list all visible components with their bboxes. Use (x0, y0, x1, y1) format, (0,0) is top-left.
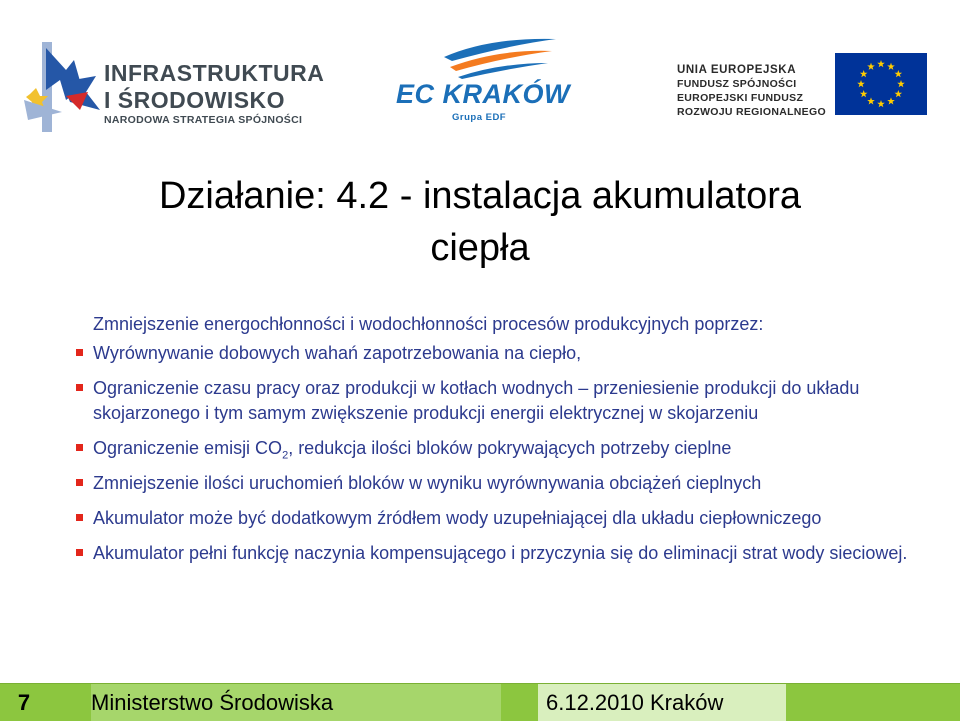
infrastruktura-line2: I ŚRODOWISKO (104, 87, 286, 113)
slide-number: 7 (17, 689, 31, 715)
eu-line-1: UNIA EUROPEJSKA (677, 64, 797, 76)
eu-funds-text (677, 63, 832, 119)
slide-title-line1: Działanie: 4.2 - instalacja akumulatora (158, 175, 802, 217)
footer-ministry: Ministerstwo Środowiska (91, 684, 501, 721)
ec-krakow-logo (390, 35, 570, 127)
slide-footer (0, 683, 960, 721)
infrastruktura-logo (22, 40, 325, 135)
bullet-text-post: , redukcja ilości bloków pokrywających potrzeby cieplne (288, 438, 732, 458)
ec-krakow-swoosh-icon (440, 35, 560, 79)
infrastruktura-line3: NARODOWA STRATEGIA SPÓJNOŚCI (104, 114, 303, 126)
slide-content (75, 312, 915, 576)
ec-krakow-name: EC KRAKÓW (396, 79, 570, 109)
bullet-square-icon (76, 479, 83, 486)
bullet-square-icon (76, 384, 83, 391)
bullet-square-icon (76, 549, 83, 556)
ec-krakow-subtitle: Grupa EDF (452, 112, 507, 123)
bullet-subscript: 2 (282, 449, 289, 462)
bullet-list (75, 341, 915, 566)
eu-line-3: EUROPEJSKI FUNDUSZ (677, 92, 804, 104)
footer-date: 6.12.2010 Kraków (538, 684, 786, 721)
bullet-item (75, 376, 915, 426)
bullet-text: Wyrównywanie dobowych wahań zapotrzebowania na ciepło, (93, 343, 582, 363)
bullet-item (75, 541, 915, 566)
bullet-item (75, 471, 915, 496)
bullet-text: Akumulator pełni funkcję naczynia kompensującego i przyczynia się do eliminacji strat wody sieciowej. (93, 543, 908, 563)
bullet-text: Akumulator może być dodatkowym źródłem wody uzupełniającej dla układu ciepłowniczego (93, 508, 822, 528)
bullet-text: Zmniejszenie ilości uruchomień bloków w wyniku wyrównywania obciążeń cieplnych (93, 473, 762, 493)
slide-title (60, 170, 900, 274)
eu-line-2: FUNDUSZ SPÓJNOŚCI (677, 78, 797, 90)
bullet-item (75, 341, 915, 366)
eu-line-4: ROZWOJU REGIONALNEGO (677, 106, 826, 118)
eu-flag-icon (835, 53, 927, 115)
intro-text: Zmniejszenie energochłonności i wodochłonności procesów produkcyjnych poprzez: (93, 314, 764, 334)
bullet-text: Ograniczenie czasu pracy oraz produkcji w kotłach wodnych – przeniesienie produkcji do układu skojarzonego i tym samym zwiększenie produkcji energii elektrycznej w skojarzeniu (93, 378, 860, 423)
infrastruktura-line1: INFRASTRUKTURA (104, 60, 325, 86)
bullet-square-icon (76, 349, 83, 356)
slide-title-line2: ciepła (430, 227, 530, 269)
bullet-text-pre: Ograniczenie emisji CO (93, 438, 283, 458)
bullet-item (75, 436, 915, 461)
bullet-item (75, 506, 915, 531)
bullet-square-icon (76, 514, 83, 521)
infrastruktura-mark-icon (22, 40, 104, 132)
bullet-square-icon (76, 444, 83, 451)
